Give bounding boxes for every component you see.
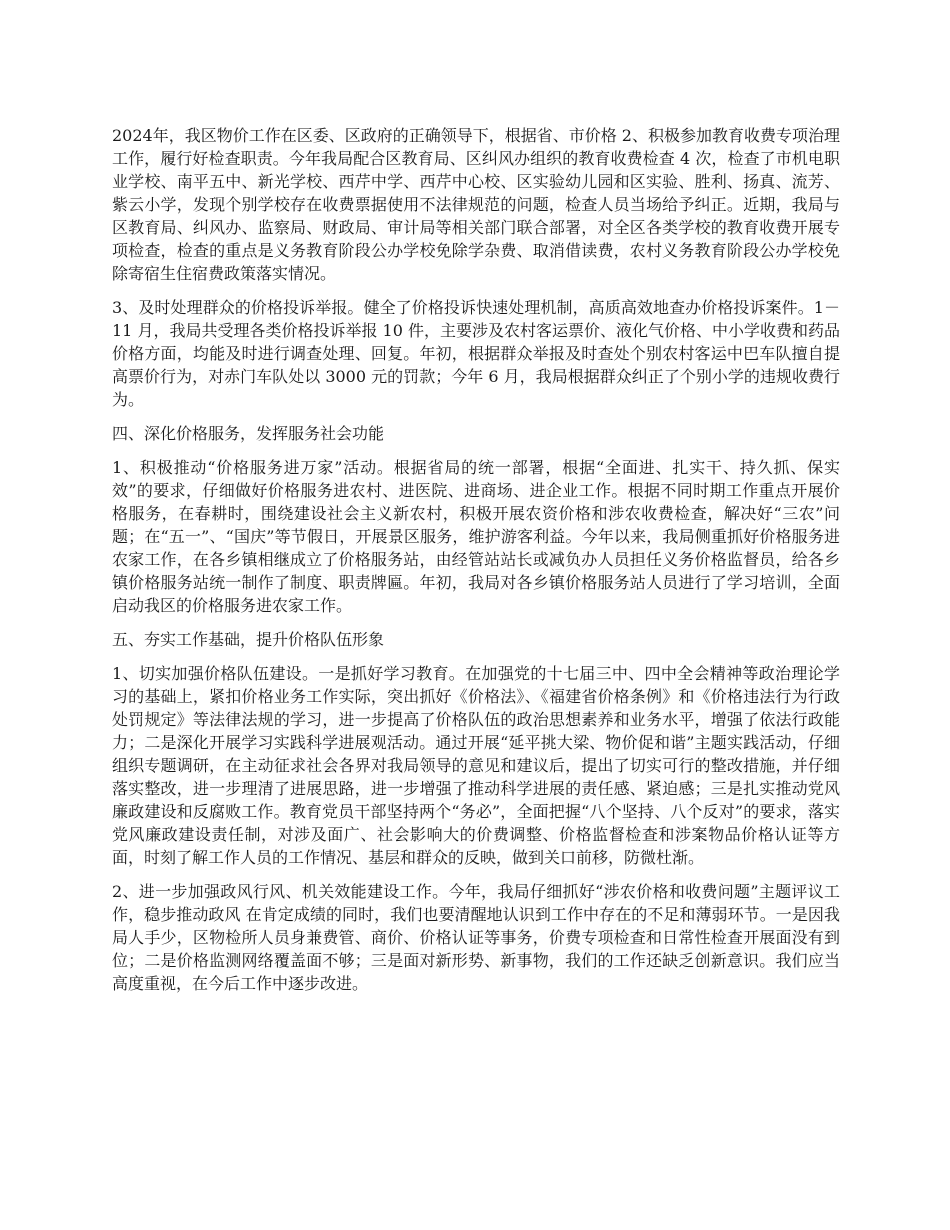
section-heading-team-building: 五、夯实工作基础，提升价格队伍形象 [112, 630, 385, 649]
paragraph-team-building: 1、切实加强价格队伍建设。一是抓好学习教育。在加强党的十七届三中、四中全会精神等政治理论学习的基础上，紧扣价格业务工作实际，突出抓好《价格法》、《福建省价格条例》和《价格违法行为行政处罚规定》等法律法规的学习，进一步提高了价格队伍的政治思想素养和业务水平，增强了依法行政能力；二是深化开展学习实践科学进展观活动。通过开展“延平挑大梁、物价促和谐”主题实践活动，仔细组织专题调研，在主动征求社会各界对我局领导的意见和建议后，提出了切实可行的整改措施，并仔细落实整改，进一步理清了进展思路，进一步增强了推动科学进展的责任感、紧迫感；三是扎实推动党风廉政建设和反腐败工作。教育党员干部坚持两个“务必”，全面把握“八个坚持、八个反对”的要求，落实党风廉政建设责任制，对涉及面广、社会影响大的价费调整、价格监督检查和涉案物品价格认证等方面，时刻了解工作人员的工作情况、基层和群众的反映，做到关口前移，防微杜渐。 [112, 664, 840, 867]
paragraph-work-style: 2、进一步加强政风行风、机关效能建设工作。今年，我局仔细抓好“涉农价格和收费问题”主题评议工作，稳步推动政风 在肯定成绩的同时，我们也要清醒地认识到工作中存在的不足和薄弱环节。一是因我局人手少，区物检所人员身兼费管、商价、价格认证等事务，价费专项检查和日常性检查开展面没有到位；二是价格监测网络覆盖面不够；三是面对新形势、新事物，我们的工作还缺乏创新意识。我们应当高度重视，在今后工作中逐步改进。 [112, 882, 840, 993]
document-page [112, 124, 840, 1006]
paragraph-price-service-campaign: 1、积极推动“价格服务进万家”活动。根据省局的统一部署，根据“全面进、扎实干、持久抓、保实效”的要求，仔细做好价格服务进农村、进医院、进商场、进企业工作。根据不同时期工作重点开展价格服务，在春耕时，围绕建设社会主义新农村，积极开展农资价格和涉农收费检查，解决好“三农”问题；在“五一”、“国庆”等节假日，开展景区服务，维护游客利益。今年以来，我局侧重抓好价格服务进农家工作，在各乡镇相继成立了价格服务站，由经管站站长或减负办人员担任义务价格监督员，给各乡镇价格服务站统一制作了制度、职责牌匾。年初，我局对各乡镇价格服务站人员进行了学习培训，全面启动我区的价格服务进农家工作。 [112, 458, 840, 615]
section-heading-price-services: 四、深化价格服务，发挥服务社会功能 [112, 424, 385, 443]
paragraph-education-fees: 2024年，我区物价工作在区委、区政府的正确领导下，根据省、市价格 2、积极参加教育收费专项治理工作，履行好检查职责。今年我局配合区教育局、区纠风办组织的教育收费检查 4 次，检查了市机电职业学校、南平五中、新光学校、西芹中学、西芹中心校、区实验幼儿园和区实验、胜利、扬真、流芳、紫云小学，发现个别学校存在收费票据使用不法律规范的问题，检查人员当场给予纠正。近期，我局与区教育局、纠风办、监察局、财政局、审计局等相关部门联合部署，对全区各类学校的教育收费开展专项检查，检查的重点是义务教育阶段公办学校免除学杂费、取消借读费，农村义务教育阶段公办学校免除寄宿生住宿费政策落实情况。 [112, 126, 840, 283]
paragraph-complaints: 3、及时处理群众的价格投诉举报。健全了价格投诉快速处理机制，高质高效地查办价格投诉案件。1－11 月，我局共受理各类价格投诉举报 10 件，主要涉及农村客运票价、液化气价格、中小学收费和药品价格方面，均能及时进行调查处理、回复。年初，根据群众举报及时查处个别农村客运中巴车队擅自提高票价行为，对赤门车队处以 3000 元的罚款；今年 6 月，我局根据群众纠正了个别小学的违规收费行为。 [112, 298, 840, 409]
